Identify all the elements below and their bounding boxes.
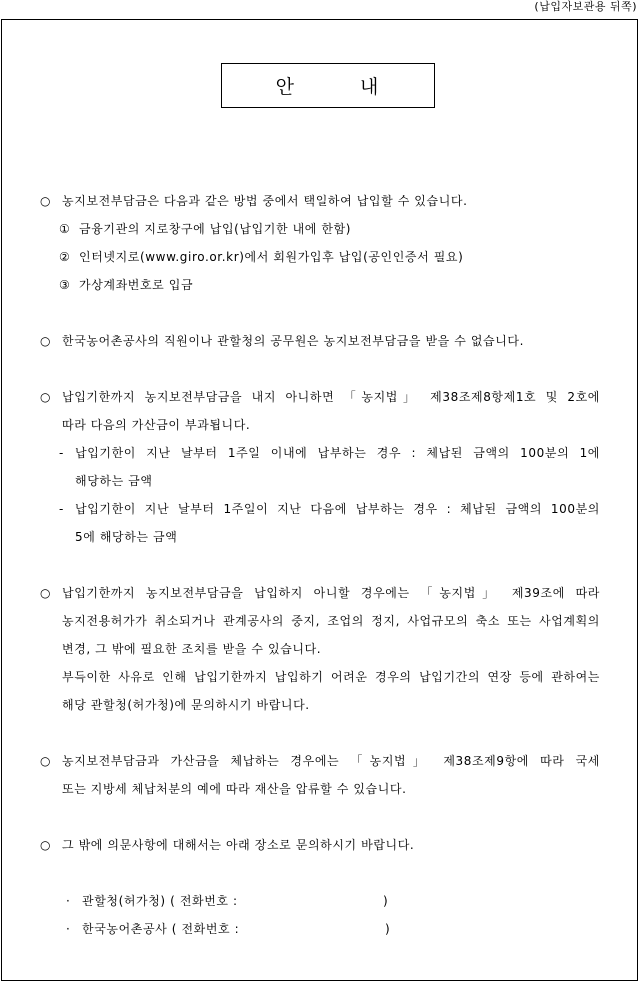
contact-name: 한국농어촌공사 xyxy=(82,922,168,936)
circled-three-icon: ③ xyxy=(59,278,71,292)
circle-bullet-icon: ○ xyxy=(40,334,52,348)
circle-bullet-icon: ○ xyxy=(40,390,52,404)
title-box xyxy=(221,63,435,108)
surcharge-item-1-cont: 해당하는 금액 xyxy=(75,474,153,488)
option-1: ① 금융기관의 지로창구에 납입(납입기한 내에 한함) xyxy=(59,222,352,236)
contact-jurisdiction xyxy=(66,893,238,909)
section-3-line-2: 따라 다음의 가산금이 부과됩니다. xyxy=(62,418,251,432)
title-right-char: 내 xyxy=(360,76,381,98)
title-left-char: 안 xyxy=(275,76,296,98)
section-4-line-3: 변경, 그 밖에 필요한 조치를 받을 수 있습니다. xyxy=(62,642,322,656)
contact-phone-label: ( 전화번호 : xyxy=(170,894,238,908)
contact-krc xyxy=(66,921,239,937)
section-5-line-2: 또는 지방세 체납처분의 예에 따라 재산을 압류할 수 있습니다. xyxy=(62,782,407,796)
surcharge-item-2-cont: 5에 해당하는 금액 xyxy=(75,530,178,544)
dash-bullet-icon: - xyxy=(59,446,64,460)
section-4-line-5: 해당 관할청(허가청)에 문의하시기 바랍니다. xyxy=(62,698,310,712)
circle-bullet-icon: ○ xyxy=(40,754,52,768)
dot-bullet-icon: · xyxy=(66,894,71,908)
circle-bullet-icon: ○ xyxy=(40,586,52,600)
section-1-line-1: ○ 농지보전부담금은 다음과 같은 방법 중에서 택일하여 납입할 수 있습니다. xyxy=(40,194,468,208)
section-6-line-1: ○ 그 밖에 의문사항에 대해서는 아래 장소로 문의하시기 바랍니다. xyxy=(40,838,415,852)
contact-close-paren: ) xyxy=(385,922,391,936)
option-2: ② 인터넷지로(www.giro.or.kr)에서 회원가입후 납입(공인인증서 필요) xyxy=(59,250,464,264)
contact-phone-label: ( 전화번호 : xyxy=(171,922,240,936)
option-3: ③ 가상계좌번호로 입금 xyxy=(59,278,194,292)
circle-bullet-icon: ○ xyxy=(40,194,52,208)
dot-bullet-icon: · xyxy=(66,922,71,936)
circled-two-icon: ② xyxy=(59,250,71,264)
section-5-line-1: ○ 농지보전부담금과 가산금을 체납하는 경우에는 「농지법」 제38조제9항에 따라 국세 xyxy=(40,754,600,768)
circled-one-icon: ① xyxy=(59,222,71,236)
section-3-line-1: ○ 납입기한까지 농지보전부담금을 내지 아니하면 「농지법」 제38조제8항제1호 및 2호에 xyxy=(40,390,600,404)
contact-name: 관할청(허가청) xyxy=(82,894,166,908)
section-4-line-1: ○ 납입기한까지 농지보전부담금을 납입하지 아니할 경우에는 「농지법」 제39조에 따라 xyxy=(40,586,600,600)
section-2-line-1: ○ 한국농어촌공사의 직원이나 관할청의 공무원은 농지보전부담금을 받을 수 없습니다. xyxy=(40,334,525,348)
section-4-line-4: 부득이한 사유로 인해 납입기한까지 납입하기 어려운 경우의 납입기간의 연장 등에 관하여는 xyxy=(62,670,600,684)
dash-bullet-icon: - xyxy=(59,502,64,516)
circle-bullet-icon: ○ xyxy=(40,838,52,852)
surcharge-item-1: - 납입기한이 지난 날부터 1주일 이내에 납부하는 경우 : 체납된 금액의 100분의 1에 xyxy=(59,446,600,460)
surcharge-item-2: - 납입기한이 지난 날부터 1주일이 지난 다음에 납부하는 경우 : 체납된 금액의 100분의 xyxy=(59,502,600,516)
section-4-line-2: 농지전용허가가 취소되거나 관계공사의 중지, 조업의 정지, 사업규모의 축소 또는 사업계획의 xyxy=(62,614,600,628)
contact-close-paren: ) xyxy=(383,894,389,908)
corner-note: (납입자보관용 뒤쪽) xyxy=(534,0,637,13)
